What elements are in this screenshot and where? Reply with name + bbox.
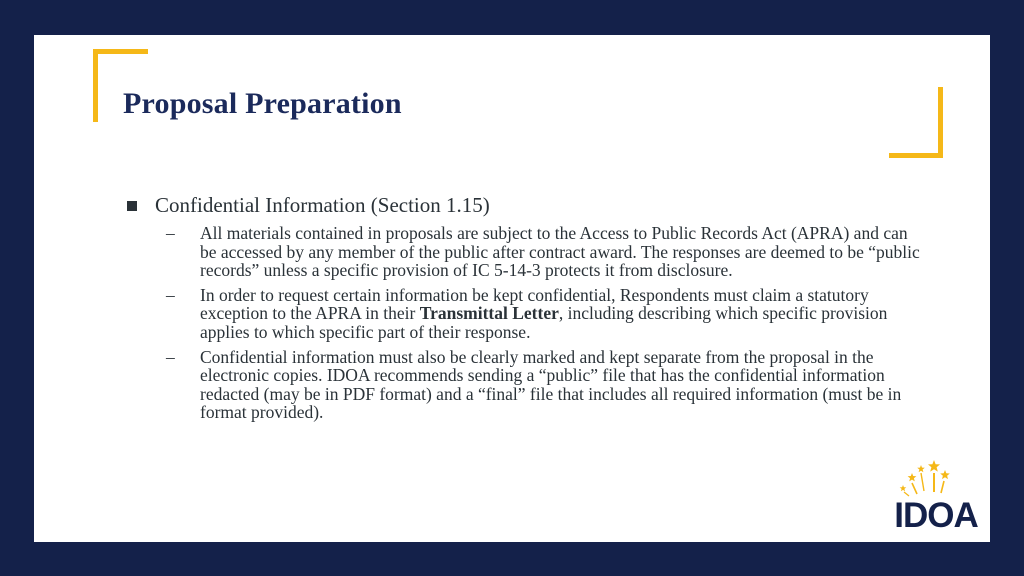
corner-bracket-bottom-right-vertical (938, 87, 943, 158)
dash-marker: – (166, 223, 175, 243)
stars-icon (890, 458, 982, 500)
bullet-text: Confidential Information (Section 1.15) (155, 193, 490, 217)
sub-item-text-pre: In order to request certain information be kept confidential, Respondents must claim a statutory exception to the APRA in their (200, 284, 869, 324)
sub-item-3 (166, 346, 920, 423)
dash-marker: – (166, 284, 175, 305)
idoa-logo-text: IDOA (894, 496, 978, 535)
corner-bracket-top-left-vertical (93, 49, 98, 122)
sub-item-2 (166, 284, 920, 342)
slide-content (123, 193, 923, 422)
corner-bracket-top-left (93, 49, 148, 54)
dash-marker: – (166, 346, 175, 367)
bullet-item (123, 193, 923, 218)
sub-item-text-bold: Transmittal Letter (419, 303, 559, 324)
corner-bracket-bottom-right (889, 153, 943, 158)
sub-item-text-post: , including describing which specific provision applies to which specific part of their response. (200, 303, 888, 342)
slide (34, 35, 990, 542)
slide-title: Proposal Preparation (123, 87, 402, 120)
idoa-logo (890, 458, 982, 534)
sub-item-text: Confidential information must also be clearly marked and kept separate from the proposal in the electronic copies. IDOA recommends sending a “public” file that has the confidential information redacted (may be in PDF format) and a “final” file that includes all required information (must be in format provided). (200, 346, 902, 423)
square-bullet-icon (127, 201, 137, 211)
sub-item-text: All materials contained in proposals are subject to the Access to Public Records Act (APRA) and can be accessed by any member of the public after contract award. The responses are deemed to be “public records” unless a specific provision of IC 5-14-3 protects it from disclosure. (200, 223, 920, 281)
sub-item-1 (166, 223, 920, 281)
